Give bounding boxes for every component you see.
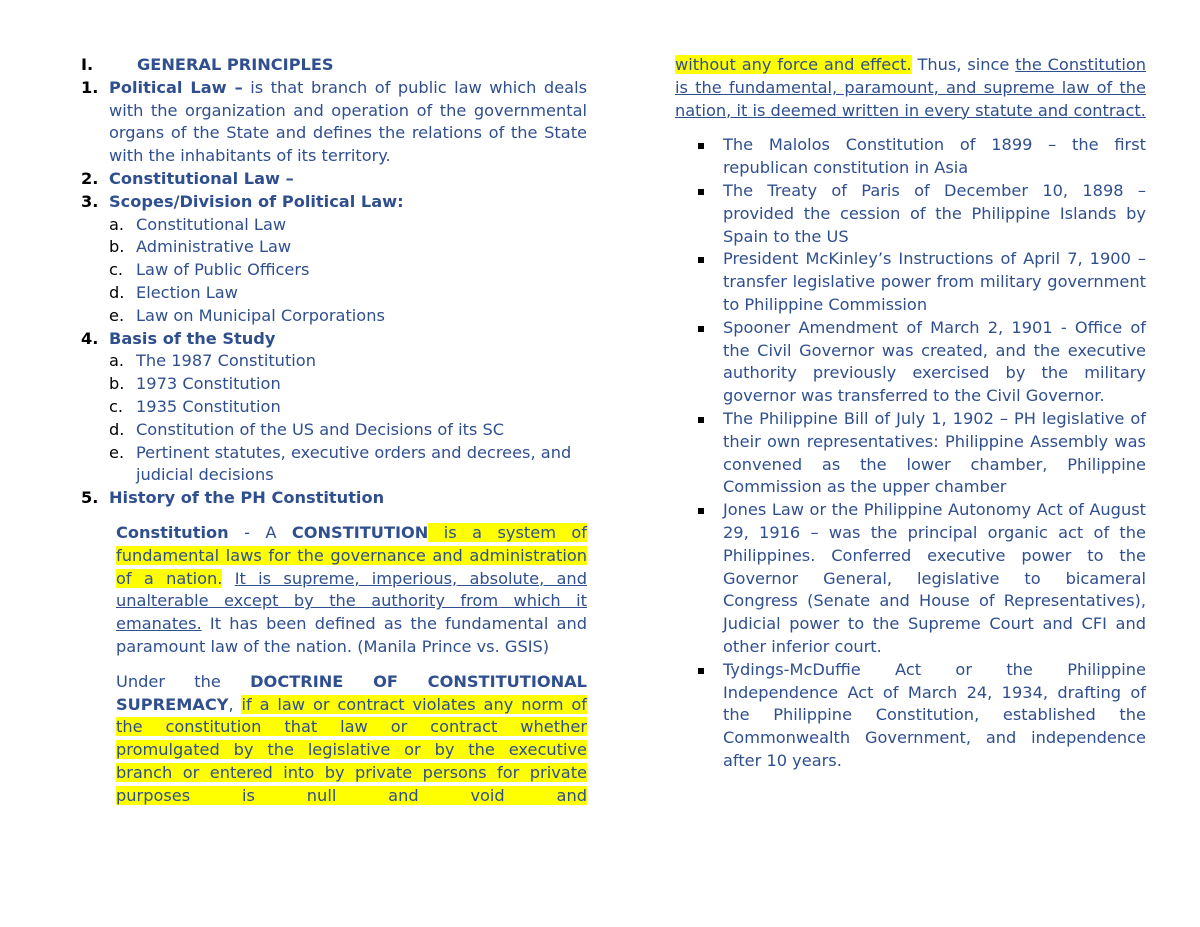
sub-item (81, 442, 587, 488)
item-number: 2. (81, 168, 99, 188)
sub-letter: e. (109, 305, 125, 325)
sub-text: 1973 Constitution (136, 374, 281, 394)
item-title: History of the PH Constitution (109, 488, 385, 508)
bullet-text: The Malolos Constitution of 1899 – the first republican constitution in Asia (723, 135, 1146, 178)
sub-letter: c. (109, 396, 124, 416)
sub-text: 1935 Constitution (136, 396, 281, 416)
item-title: Scopes/Division of Political Law: (109, 191, 404, 211)
item-number: 5. (81, 488, 99, 508)
item-number: 3. (81, 191, 99, 211)
sub-text: Administrative Law (136, 237, 292, 257)
sub-item (81, 305, 587, 328)
list-item (81, 191, 587, 214)
sub-item (81, 236, 587, 259)
bullet-item (675, 499, 1146, 659)
item-number: 1. (81, 77, 99, 97)
sub-text: Law of Public Officers (136, 260, 310, 280)
sub-item (81, 373, 587, 396)
bullet-item (675, 408, 1146, 499)
sub-text: Constitutional Law (136, 214, 287, 234)
square-bullet-icon (698, 189, 704, 195)
paragraph-lead: Under the (116, 671, 251, 691)
highlighted-text: without any force and effect. (675, 55, 912, 74)
bullet-item (675, 134, 1146, 180)
continued-paragraph (675, 54, 1146, 122)
item-text: is that branch of public law which deals with the organization and operation of the governmental organs of the State and defines the relations of the State with the inhabitants of its territory. (109, 77, 587, 166)
list-item (81, 168, 587, 191)
list-item (81, 77, 587, 168)
item-title: Political Law – (109, 77, 243, 97)
sub-item (81, 259, 587, 282)
sub-text: Pertinent statutes, executive orders and decrees, and judicial decisions (136, 442, 572, 485)
section-heading (81, 54, 587, 77)
sub-letter: a. (109, 214, 125, 234)
bullet-text: Spooner Amendment of March 2, 1901 - Office of the Civil Governor was created, and the executive authority previously exercised by the military governor was transferred to the Civil Governor. (723, 317, 1146, 406)
bullet-item (675, 248, 1146, 316)
paragraph-mid: Thus, since (911, 55, 1016, 74)
term-doctrine: DOCTRINE OF CONSTITUTIONAL SUPREMACY (116, 671, 587, 714)
sub-text: The 1987 Constitution (136, 351, 316, 371)
right-column (675, 54, 1146, 773)
bullet-text: The Philippine Bill of July 1, 1902 – PH legislative of their own representatives: Philippine Assembly was convened as the lower chamber, Philippine Commission as the upper chamber (723, 408, 1146, 497)
sub-text: Law on Municipal Corporations (136, 305, 385, 325)
bullet-text: The Treaty of Paris of December 10, 1898 – provided the cession of the Philippine Islands by Spain to the US (723, 180, 1146, 246)
sub-letter: b. (109, 374, 125, 394)
term-constitution: Constitution (116, 522, 229, 542)
square-bullet-icon (698, 326, 704, 332)
bullet-item (675, 659, 1146, 773)
bullet-text: Tydings-McDuffie Act or the Philippine Independence Act of March 24, 1934, drafting of the Philippine Constitution, established the Commonwealth Government, and independence after 10 years. (723, 659, 1146, 770)
sub-item (81, 350, 587, 373)
square-bullet-icon (698, 668, 704, 674)
left-column (81, 54, 587, 808)
highlighted-text: is a system of fundamental laws for the governance and administration of a nation. (116, 522, 587, 588)
sub-letter: e. (109, 442, 125, 462)
bullet-text: Jones Law or the Philippine Autonomy Act of August 29, 1916 – was the principal organic act of the Philippines. Conferred executive power to the Governor General, legislative to bicameral Congress (Senate and House of Representatives), Judicial power to the Supreme Court and CFI and other inferior court. (723, 500, 1146, 656)
item-number: 4. (81, 328, 99, 348)
sub-letter: d. (109, 282, 125, 302)
square-bullet-icon (698, 143, 704, 149)
sub-letter: d. (109, 419, 125, 439)
square-bullet-icon (698, 417, 704, 423)
sub-text: Constitution of the US and Decisions of its SC (136, 419, 505, 439)
square-bullet-icon (698, 508, 704, 514)
item-title: Basis of the Study (109, 328, 276, 348)
bullet-item (675, 317, 1146, 408)
paragraph-rest: It has been defined as the fundamental and paramount law of the nation. (Manila Prince vs. GSIS) (116, 614, 587, 656)
sub-item (81, 214, 587, 237)
square-bullet-icon (698, 257, 704, 263)
constitution-paragraph (81, 522, 587, 659)
sub-item (81, 396, 587, 419)
term-constitution-caps: CONSTITUTION (291, 522, 429, 542)
list-item (81, 328, 587, 351)
dash: - A (228, 522, 292, 542)
sub-item (81, 419, 587, 442)
doctrine-paragraph (81, 671, 587, 808)
sub-letter: c. (109, 260, 124, 280)
sub-letter: a. (109, 351, 125, 371)
underlined-text: the Constitution is the fundamental, paramount, and supreme law of the nation, it is deemed written in every statute and contract. (675, 55, 1146, 120)
highlighted-text: if a law or contract violates any norm of the constitution that law or contract whether promulgated by the legislative or by the executive branch or entered into by private persons for private purposes is null and void and (116, 694, 587, 805)
bullet-text: President McKinley’s Instructions of April 7, 1900 – transfer legislative power from military government to Philippine Commission (723, 249, 1146, 314)
sub-text: Election Law (136, 282, 238, 302)
item-title: Constitutional Law – (109, 168, 294, 188)
sub-letter: b. (109, 237, 125, 257)
sub-item (81, 282, 587, 305)
comma: , (228, 694, 242, 714)
heading-number: I. (81, 55, 94, 74)
underlined-text: It is supreme, imperious, absolute, and unalterable except by the authority from which it emanates. (116, 568, 587, 634)
bullet-item (675, 180, 1146, 248)
heading-label: GENERAL PRINCIPLES (137, 55, 334, 74)
list-item (81, 487, 587, 510)
